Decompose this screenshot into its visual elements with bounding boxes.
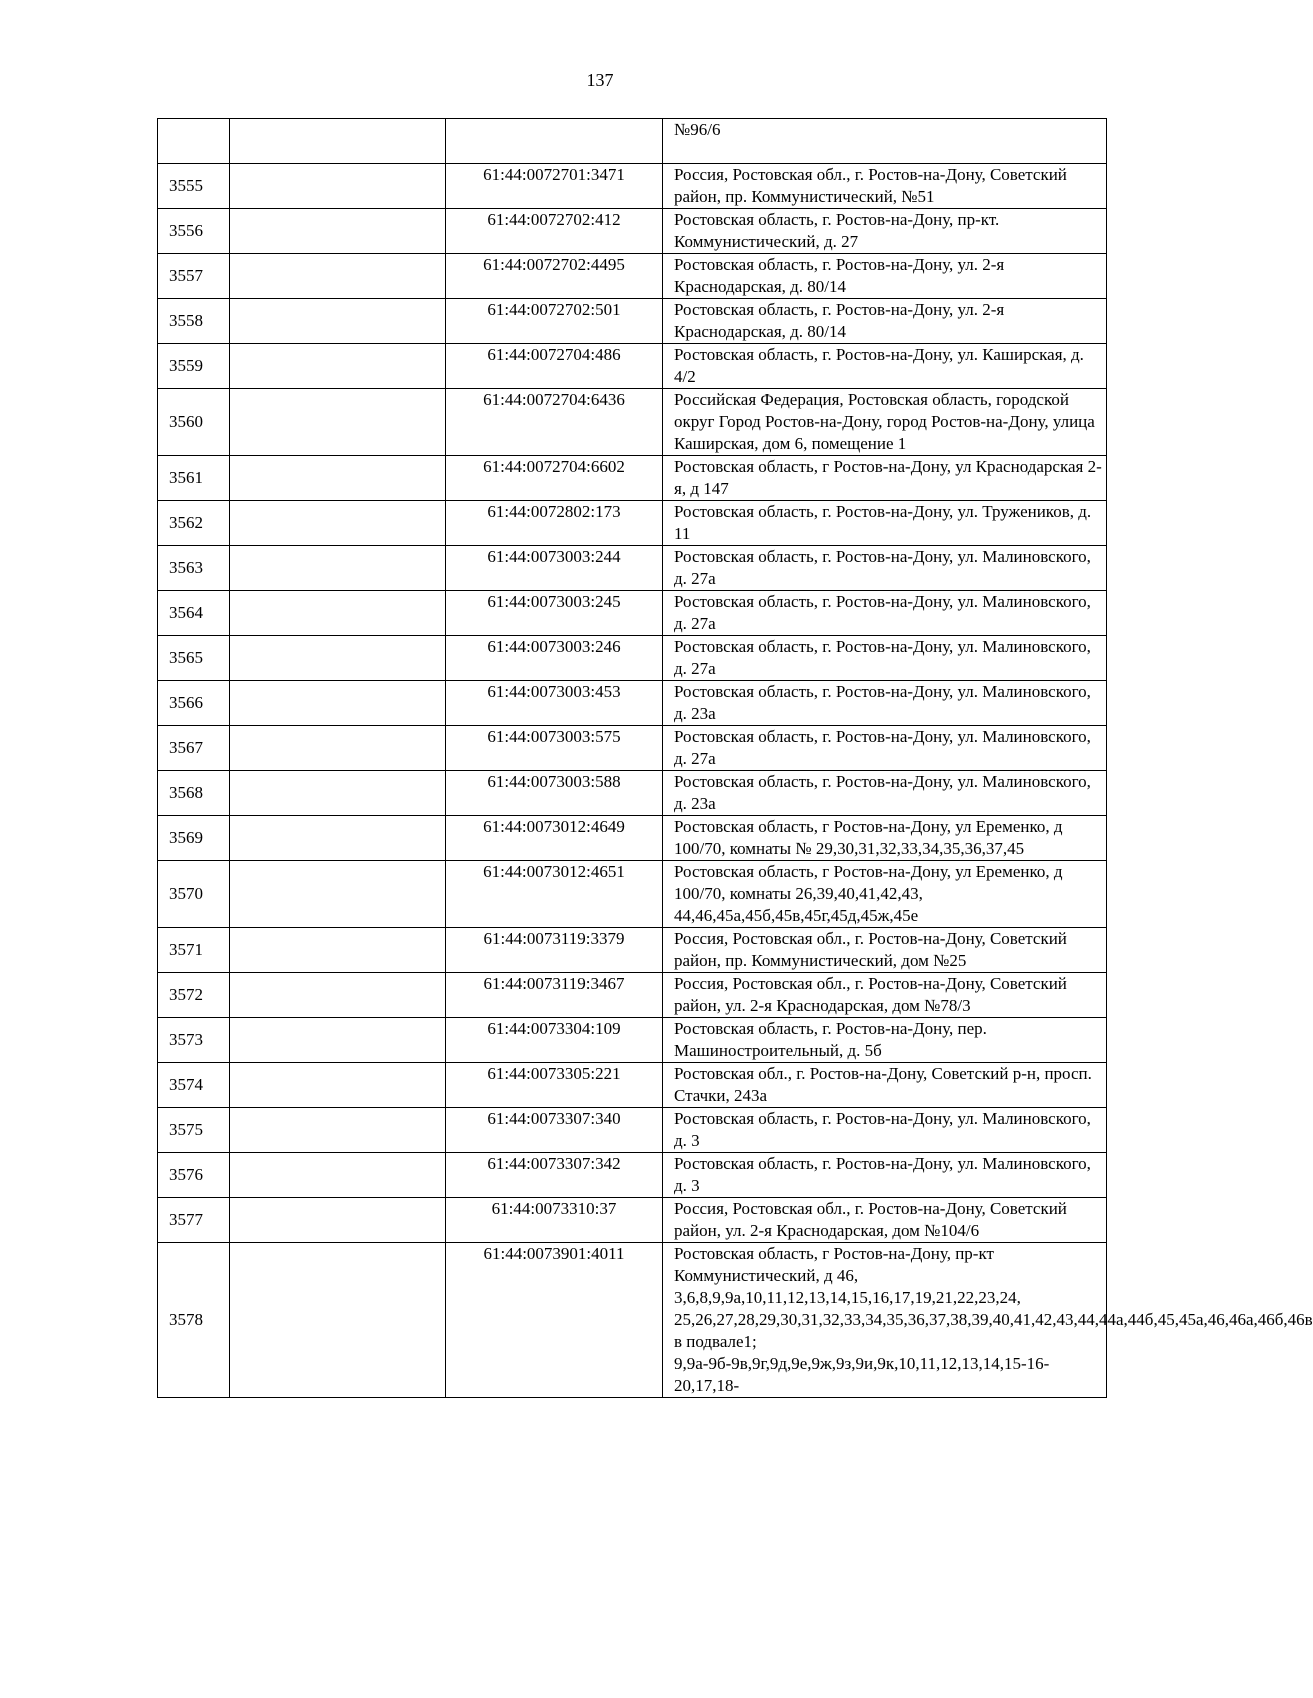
address-cell: Россия, Ростовская обл., г. Ростов-на-Дону, Советский район, пр. Коммунистический, дом №25 <box>663 928 1107 973</box>
address-cell: Ростовская область, г. Ростов-на-Дону, ул. Малиновского, д. 27а <box>663 546 1107 591</box>
registry-table <box>157 118 1313 1398</box>
row-number-cell: 3557 <box>158 254 230 299</box>
registry-table-body <box>158 119 1313 1398</box>
cadastral-number-cell: 61:44:0072701:3471 <box>446 164 663 209</box>
address-cell: Ростовская область, г Ростов-на-Дону, пр-кт Коммунистический, д 46, 3,6,8,9,9а,10,11,12,13,14,15,16,17,19,21,22,23,24, 25,26,27,28,29,30,31,32,33,34,35,36,37,38,39,40,41,42,43,44,44а,44б,45,45а,46,46а,46б,46в в подвале1; 9,9а-9б-9в,9г,9д,9е,9ж,9з,9и,9к,10,11,12,13,14,15-16-20,17,18- <box>663 1243 1107 1398</box>
cadastral-number-cell <box>446 119 663 164</box>
empty-cell <box>230 501 446 546</box>
empty-cell <box>230 861 446 928</box>
address-cell: №96/6 <box>663 119 1107 164</box>
row-number-cell: 3561 <box>158 456 230 501</box>
empty-cell <box>230 928 446 973</box>
empty-cell <box>230 636 446 681</box>
empty-cell <box>230 681 446 726</box>
address-cell: Ростовская область, г. Ростов-на-Дону, ул. Малиновского, д. 3 <box>663 1108 1107 1153</box>
row-number-cell <box>158 119 230 164</box>
table-row <box>158 299 1107 344</box>
empty-cell <box>230 254 446 299</box>
table-row <box>158 344 1107 389</box>
table-row <box>158 501 1107 546</box>
cadastral-number-cell: 61:44:0073003:244 <box>446 546 663 591</box>
address-cell: Ростовская область, г Ростов-на-Дону, ул Краснодарская 2-я, д 147 <box>663 456 1107 501</box>
table-row <box>158 456 1107 501</box>
row-number-cell: 3556 <box>158 209 230 254</box>
cadastral-number-cell: 61:44:0073307:340 <box>446 1108 663 1153</box>
address-cell: Ростовская область, г. Ростов-на-Дону, ул. 2-я Краснодарская, д. 80/14 <box>663 254 1107 299</box>
cadastral-number-cell: 61:44:0072702:4495 <box>446 254 663 299</box>
row-number-cell: 3571 <box>158 928 230 973</box>
table-row <box>158 726 1107 771</box>
cadastral-number-cell: 61:44:0072704:6602 <box>446 456 663 501</box>
table-row <box>158 636 1107 681</box>
table-row <box>158 1198 1107 1243</box>
cadastral-number-cell: 61:44:0073119:3467 <box>446 973 663 1018</box>
address-cell: Ростовская область, г. Ростов-на-Дону, пр-кт. Коммунистический, д. 27 <box>663 209 1107 254</box>
empty-cell <box>230 456 446 501</box>
table-row <box>158 546 1107 591</box>
row-number-cell: 3564 <box>158 591 230 636</box>
table-row <box>158 164 1107 209</box>
address-cell: Россия, Ростовская обл., г. Ростов-на-Дону, Советский район, ул. 2-я Краснодарская, дом №104/6 <box>663 1198 1107 1243</box>
empty-cell <box>230 1198 446 1243</box>
table-row <box>158 119 1107 164</box>
empty-cell <box>230 209 446 254</box>
cadastral-number-cell: 61:44:0072802:173 <box>446 501 663 546</box>
table-row <box>158 928 1107 973</box>
empty-cell <box>230 1243 446 1398</box>
row-number-cell: 3565 <box>158 636 230 681</box>
page-number: 137 <box>586 70 614 90</box>
address-cell: Российская Федерация, Ростовская область, городской округ Город Ростов-на-Дону, город Ростов-на-Дону, улица Каширская, дом 6, помещение 1 <box>663 389 1107 456</box>
address-cell: Ростовская область, г. Ростов-на-Дону, ул. Тружеников, д. 11 <box>663 501 1107 546</box>
row-number-cell: 3567 <box>158 726 230 771</box>
address-cell: Ростовская область, г. Ростов-на-Дону, ул. Малиновского, д. 23а <box>663 771 1107 816</box>
empty-cell <box>230 1153 446 1198</box>
cadastral-number-cell: 61:44:0072702:501 <box>446 299 663 344</box>
row-number-cell: 3562 <box>158 501 230 546</box>
empty-cell <box>230 726 446 771</box>
table-row <box>158 816 1107 861</box>
row-number-cell: 3563 <box>158 546 230 591</box>
row-number-cell: 3577 <box>158 1198 230 1243</box>
row-number-cell: 3570 <box>158 861 230 928</box>
address-cell: Ростовская область, г. Ростов-на-Дону, ул. Малиновского, д. 27а <box>663 726 1107 771</box>
address-cell: Ростовская область, г. Ростов-на-Дону, ул. Каширская, д. 4/2 <box>663 344 1107 389</box>
empty-cell <box>230 1108 446 1153</box>
address-cell: Ростовская область, г Ростов-на-Дону, ул Еременко, д 100/70, комнаты 26,39,40,41,42,43, 44,46,45а,45б,45в,45г,45д,45ж,45е <box>663 861 1107 928</box>
address-cell: Ростовская область, г. Ростов-на-Дону, ул. Малиновского, д. 27а <box>663 636 1107 681</box>
table-row <box>158 1063 1107 1108</box>
table-row <box>158 1018 1107 1063</box>
row-number-cell: 3566 <box>158 681 230 726</box>
row-number-cell: 3572 <box>158 973 230 1018</box>
cadastral-number-cell: 61:44:0073304:109 <box>446 1018 663 1063</box>
cadastral-number-cell: 61:44:0073003:588 <box>446 771 663 816</box>
empty-cell <box>230 771 446 816</box>
address-cell: Ростовская область, г Ростов-на-Дону, ул Еременко, д 100/70, комнаты № 29,30,31,32,33,34,35,36,37,45 <box>663 816 1107 861</box>
cadastral-number-cell: 61:44:0073305:221 <box>446 1063 663 1108</box>
empty-cell <box>230 164 446 209</box>
row-number-cell: 3558 <box>158 299 230 344</box>
cadastral-number-cell: 61:44:0073307:342 <box>446 1153 663 1198</box>
table-row <box>158 389 1107 456</box>
cadastral-number-cell: 61:44:0073012:4651 <box>446 861 663 928</box>
row-number-cell: 3568 <box>158 771 230 816</box>
cadastral-number-cell: 61:44:0073003:246 <box>446 636 663 681</box>
table-row <box>158 861 1107 928</box>
row-number-cell: 3560 <box>158 389 230 456</box>
cadastral-number-cell: 61:44:0073003:453 <box>446 681 663 726</box>
address-cell: Россия, Ростовская обл., г. Ростов-на-Дону, Советский район, ул. 2-я Краснодарская, дом №78/3 <box>663 973 1107 1018</box>
cadastral-number-cell: 61:44:0073119:3379 <box>446 928 663 973</box>
address-cell: Россия, Ростовская обл., г. Ростов-на-Дону, Советский район, пр. Коммунистический, №51 <box>663 164 1107 209</box>
row-number-cell: 3559 <box>158 344 230 389</box>
empty-cell <box>230 591 446 636</box>
table-row <box>158 973 1107 1018</box>
table-row <box>158 771 1107 816</box>
table-row <box>158 254 1107 299</box>
cadastral-number-cell: 61:44:0072702:412 <box>446 209 663 254</box>
empty-cell <box>230 299 446 344</box>
row-number-cell: 3578 <box>158 1243 230 1398</box>
empty-cell <box>230 119 446 164</box>
empty-cell <box>230 1018 446 1063</box>
address-cell: Ростовская обл., г. Ростов-на-Дону, Советский р-н, просп. Стачки, 243а <box>663 1063 1107 1108</box>
table-row <box>158 1243 1107 1398</box>
empty-cell <box>230 816 446 861</box>
row-number-cell: 3575 <box>158 1108 230 1153</box>
table-row <box>158 209 1107 254</box>
address-cell: Ростовская область, г. Ростов-на-Дону, пер. Машиностроительный, д. 5б <box>663 1018 1107 1063</box>
row-number-cell: 3569 <box>158 816 230 861</box>
address-cell: Ростовская область, г. Ростов-на-Дону, ул. Малиновского, д. 27а <box>663 591 1107 636</box>
table-row <box>158 591 1107 636</box>
empty-cell <box>230 1063 446 1108</box>
cadastral-number-cell: 61:44:0072704:486 <box>446 344 663 389</box>
cadastral-number-cell: 61:44:0073003:245 <box>446 591 663 636</box>
cadastral-number-cell: 61:44:0073901:4011 <box>446 1243 663 1398</box>
cadastral-number-cell: 61:44:0073310:37 <box>446 1198 663 1243</box>
cadastral-number-cell: 61:44:0072704:6436 <box>446 389 663 456</box>
address-cell: Ростовская область, г. Ростов-на-Дону, ул. 2-я Краснодарская, д. 80/14 <box>663 299 1107 344</box>
table-row <box>158 681 1107 726</box>
table-row <box>158 1108 1107 1153</box>
address-cell: Ростовская область, г. Ростов-на-Дону, ул. Малиновского, д. 3 <box>663 1153 1107 1198</box>
empty-cell <box>230 546 446 591</box>
row-number-cell: 3573 <box>158 1018 230 1063</box>
row-number-cell: 3574 <box>158 1063 230 1108</box>
cadastral-number-cell: 61:44:0073012:4649 <box>446 816 663 861</box>
empty-cell <box>230 973 446 1018</box>
empty-cell <box>230 344 446 389</box>
row-number-cell: 3555 <box>158 164 230 209</box>
cadastral-number-cell: 61:44:0073003:575 <box>446 726 663 771</box>
address-cell: Ростовская область, г. Ростов-на-Дону, ул. Малиновского, д. 23а <box>663 681 1107 726</box>
table-row <box>158 1153 1107 1198</box>
row-number-cell: 3576 <box>158 1153 230 1198</box>
empty-cell <box>230 389 446 456</box>
